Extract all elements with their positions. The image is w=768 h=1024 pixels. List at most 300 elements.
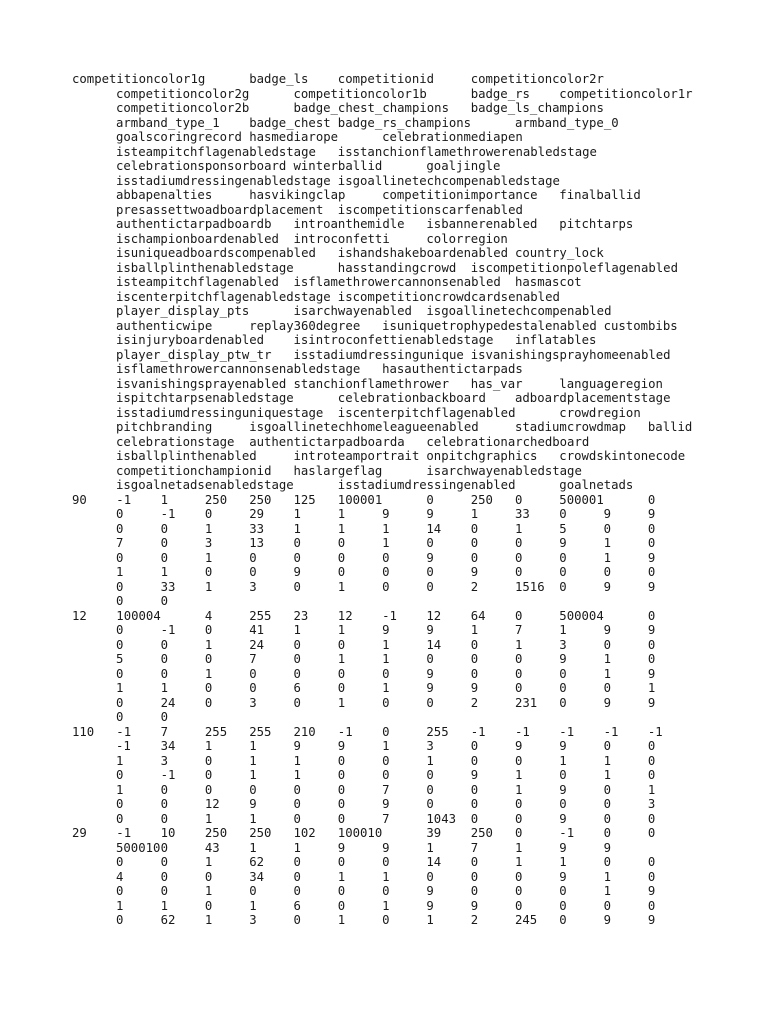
record-value: 39 bbox=[426, 826, 442, 840]
record-value: 9 bbox=[647, 884, 656, 898]
record-value: 100001 bbox=[337, 492, 383, 507]
record-value: 255 bbox=[249, 608, 272, 623]
record-value: 1 bbox=[293, 840, 301, 855]
record-value: 0 bbox=[160, 521, 168, 536]
record-value: 1 bbox=[515, 840, 523, 855]
record-value: 0 bbox=[160, 710, 168, 724]
field-name: goalscoringrecord bbox=[116, 130, 242, 144]
record-value: 1 bbox=[204, 884, 213, 898]
record-id: 12 bbox=[72, 608, 87, 623]
record-value: 0 bbox=[426, 797, 434, 811]
field-name: isstadiumdressingenabled bbox=[337, 478, 516, 492]
record-value: 0 bbox=[160, 652, 168, 666]
field-name: pitchtarps bbox=[559, 217, 634, 231]
record-value: 0 bbox=[426, 652, 434, 666]
record-value: 0 bbox=[647, 492, 656, 507]
record-value: 0 bbox=[515, 869, 523, 884]
record-value: 2 bbox=[470, 579, 479, 594]
record-value: 0 bbox=[160, 594, 168, 608]
record-value: 64 bbox=[470, 608, 486, 623]
field-name: has_var bbox=[470, 376, 523, 391]
record-line bbox=[0, 754, 768, 769]
record-value: 1 bbox=[382, 681, 390, 695]
field-name: armband_type_1 bbox=[116, 115, 220, 130]
record-value: 0 bbox=[382, 768, 390, 782]
record-value: 1 bbox=[293, 507, 301, 521]
record-value: 100010 bbox=[337, 826, 383, 840]
record-value: 231 bbox=[515, 695, 538, 710]
record-value: 0 bbox=[559, 681, 567, 695]
record-value: 1 bbox=[426, 753, 434, 768]
record-value: 0 bbox=[426, 695, 434, 710]
record-value: 0 bbox=[116, 768, 124, 782]
record-value: 0 bbox=[204, 768, 213, 782]
record-value: 0 bbox=[603, 855, 611, 869]
field-name: isflamethrowercannonsenabledstage bbox=[116, 362, 361, 376]
record-value: 24 bbox=[160, 695, 176, 710]
header-line bbox=[0, 275, 768, 290]
record-value: 0 bbox=[116, 666, 124, 681]
record-value: 29 bbox=[249, 507, 264, 521]
field-name: isvanishingsprayenabled bbox=[116, 376, 287, 391]
record-value: 0 bbox=[426, 536, 434, 550]
record-value: 0 bbox=[559, 550, 567, 565]
header-line bbox=[0, 145, 768, 160]
record-value: 0 bbox=[337, 666, 346, 681]
record-value: 0 bbox=[515, 536, 523, 550]
record-value: 9 bbox=[559, 739, 567, 753]
record-value: 1 bbox=[204, 739, 213, 753]
field-name: isstanchionflamethrowerenabledstage bbox=[337, 144, 597, 159]
record-value: 0 bbox=[470, 521, 479, 536]
field-name: player_display_ptw_tr bbox=[116, 347, 272, 362]
field-name: introconfetti bbox=[293, 231, 390, 246]
field-name: finalballid bbox=[559, 188, 641, 202]
record-value: 0 bbox=[160, 536, 168, 550]
record-value: 0 bbox=[515, 797, 523, 811]
record-value: 1 bbox=[382, 521, 390, 536]
record-value: 1 bbox=[337, 623, 346, 637]
record-value: 0 bbox=[160, 811, 168, 826]
record-value: 43 bbox=[204, 840, 220, 855]
record-value: 7 bbox=[470, 840, 479, 855]
record-value: 9 bbox=[470, 681, 479, 695]
record-value: 0 bbox=[515, 666, 523, 681]
field-name: hasauthentictarpads bbox=[382, 362, 523, 376]
field-name: isuniquetrophypedestalenabled bbox=[382, 318, 597, 333]
record-value: 0 bbox=[249, 681, 257, 695]
record-value: 0 bbox=[559, 666, 567, 681]
record-value: -1 bbox=[116, 492, 132, 507]
record-value: 250 bbox=[204, 826, 228, 840]
record-line bbox=[0, 812, 768, 827]
record-value: 0 bbox=[515, 652, 523, 666]
record-value: 2 bbox=[470, 913, 479, 927]
record-value: 0 bbox=[337, 681, 346, 695]
record-value: 500001 bbox=[559, 492, 604, 507]
record-value: 1043 bbox=[426, 811, 457, 826]
record-value: 0 bbox=[116, 811, 124, 826]
record-value: 5 bbox=[559, 521, 567, 536]
record-line bbox=[0, 638, 768, 653]
record-value: 0 bbox=[647, 753, 656, 768]
record-line bbox=[0, 783, 768, 798]
record-value: 33 bbox=[160, 579, 176, 594]
record-line bbox=[0, 667, 768, 682]
record-value: 0 bbox=[249, 884, 257, 898]
record-value: 0 bbox=[470, 811, 479, 826]
record-value: 1 bbox=[204, 550, 213, 565]
record-line bbox=[0, 522, 768, 537]
field-name: competitioncolor2g bbox=[116, 86, 250, 101]
field-name: authenticwipe bbox=[116, 318, 213, 333]
field-name: isgoallinetechcompenabled bbox=[426, 304, 612, 318]
record-value: 250 bbox=[470, 826, 493, 840]
record-value: 0 bbox=[647, 855, 656, 869]
record-value: 14 bbox=[426, 855, 442, 869]
record-line bbox=[0, 797, 768, 812]
record-value: 0 bbox=[116, 623, 124, 637]
field-name: competitioncolor1b bbox=[293, 86, 427, 101]
record-value: 1 bbox=[382, 898, 390, 913]
record-value: 1 bbox=[337, 652, 346, 666]
field-name: celebrationstage bbox=[116, 434, 235, 449]
record-value: 1 bbox=[293, 521, 301, 536]
record-value: 0 bbox=[204, 681, 213, 695]
record-value: 0 bbox=[293, 536, 301, 550]
record-value: 0 bbox=[426, 579, 434, 594]
record-value: 0 bbox=[603, 681, 611, 695]
record-value: 1 bbox=[116, 681, 124, 695]
record-value: 9 bbox=[515, 739, 523, 753]
record-value: 0 bbox=[293, 913, 301, 927]
record-value: 3 bbox=[559, 637, 567, 652]
field-name: hasvikingclap bbox=[249, 188, 346, 202]
record-value: 9 bbox=[647, 666, 656, 681]
record-value: 9 bbox=[647, 695, 656, 710]
record-value: 500004 bbox=[559, 608, 604, 623]
record-value: 1 bbox=[515, 782, 523, 797]
record-value: 9 bbox=[470, 898, 479, 913]
record-value: -1 bbox=[647, 724, 663, 739]
field-name: isintroconfettienabledstage bbox=[293, 333, 494, 347]
record-value: 0 bbox=[116, 507, 124, 521]
field-name: hasmediarope bbox=[249, 130, 339, 144]
record-value: 125 bbox=[293, 492, 316, 507]
record-value: 1 bbox=[647, 782, 656, 797]
record-value: -1 bbox=[337, 724, 353, 739]
record-value: 0 bbox=[337, 565, 346, 579]
record-value: 0 bbox=[382, 666, 390, 681]
field-name: adboardplacement bbox=[204, 202, 324, 217]
record-value: 9 bbox=[647, 579, 656, 594]
record-value: 9 bbox=[426, 898, 434, 913]
record-value: 0 bbox=[515, 681, 523, 695]
record-value: 9 bbox=[559, 811, 567, 826]
record-value: 0 bbox=[470, 637, 479, 652]
record-value: 0 bbox=[603, 826, 611, 840]
record-value: 0 bbox=[647, 652, 656, 666]
record-value: 1 bbox=[603, 652, 611, 666]
record-value: 1 bbox=[249, 753, 257, 768]
record-value: 250 bbox=[204, 492, 228, 507]
header-line bbox=[0, 87, 768, 102]
field-name: badge_ls bbox=[249, 72, 309, 86]
record-value: 1 bbox=[204, 666, 213, 681]
record-value: 0 bbox=[293, 579, 301, 594]
record-value: 1 bbox=[160, 492, 168, 507]
record-value: 9 bbox=[559, 652, 567, 666]
record-value: 9 bbox=[293, 739, 301, 753]
field-name: ispitchtarpsenabledstage bbox=[116, 391, 294, 405]
header-line bbox=[0, 420, 768, 435]
record-value: 0 bbox=[204, 652, 213, 666]
header-line bbox=[0, 101, 768, 116]
record-value: 0 bbox=[160, 666, 168, 681]
record-value: 0 bbox=[382, 565, 390, 579]
field-name: celebrationbackboard bbox=[337, 391, 486, 405]
record-value: 1 bbox=[426, 913, 434, 927]
field-name: goaljingle bbox=[426, 159, 501, 173]
record-value: 9 bbox=[382, 507, 390, 521]
header-line bbox=[0, 290, 768, 305]
record-value: 1 bbox=[249, 739, 257, 753]
record-value: 0 bbox=[116, 594, 124, 608]
field-name: presassettwo bbox=[116, 202, 205, 217]
record-value: 1 bbox=[559, 753, 567, 768]
field-name: goalnetads bbox=[559, 478, 634, 492]
record-value: 0 bbox=[426, 782, 434, 797]
field-name: player_display_pts bbox=[116, 304, 250, 318]
record-value: 1 bbox=[116, 753, 124, 768]
record-value: 9 bbox=[559, 840, 567, 855]
record-value: 0 bbox=[293, 550, 301, 565]
record-value: 0 bbox=[382, 695, 390, 710]
record-value: 9 bbox=[647, 623, 656, 637]
record-line bbox=[0, 536, 768, 551]
record-value: 0 bbox=[382, 913, 390, 927]
record-value: 1 bbox=[160, 565, 168, 579]
record-value: 10 bbox=[160, 826, 176, 840]
field-name: winterballid bbox=[293, 159, 383, 173]
record-value: 7 bbox=[515, 623, 523, 637]
record-value: 9 bbox=[603, 579, 611, 594]
record-value: 0 bbox=[559, 579, 567, 594]
field-name: stanchionflamethrower bbox=[293, 376, 449, 391]
record-value: 500010 bbox=[116, 840, 161, 855]
field-name: badge_chest_champions bbox=[293, 101, 449, 115]
record-value: 13 bbox=[249, 536, 264, 550]
record-value: -1 bbox=[116, 826, 132, 840]
record-line bbox=[0, 623, 768, 638]
record-value: 1 bbox=[603, 869, 611, 884]
record-value: 9 bbox=[603, 840, 611, 855]
record-value: 1 bbox=[249, 811, 257, 826]
field-name: isarchwayenabledstage bbox=[426, 463, 582, 478]
record-value: 34 bbox=[249, 869, 264, 884]
header-line bbox=[0, 217, 768, 232]
record-value: 1 bbox=[204, 811, 213, 826]
record-value: 0 bbox=[160, 855, 168, 869]
record-value: 1 bbox=[337, 869, 346, 884]
record-value: 9 bbox=[426, 884, 434, 898]
record-value: 0 bbox=[337, 811, 346, 826]
record-value: 0 bbox=[382, 884, 390, 898]
field-name: competitioncolor1g bbox=[72, 72, 206, 86]
record-value: 3 bbox=[647, 797, 656, 811]
record-value: 9 bbox=[647, 550, 656, 565]
record-value: 0 bbox=[204, 507, 213, 521]
record-value: 1 bbox=[515, 637, 523, 652]
record-value: 0 bbox=[337, 550, 346, 565]
record-value: 0 bbox=[559, 565, 567, 579]
header-line bbox=[0, 159, 768, 174]
record-value: 0 bbox=[647, 869, 656, 884]
record-value: 0 bbox=[337, 884, 346, 898]
record-value: 0 bbox=[160, 782, 168, 797]
field-name: isteampitchflagenabledstage bbox=[116, 144, 316, 159]
record-value: 1 bbox=[515, 521, 523, 536]
field-name: isuniqueadboardscompenabled bbox=[116, 246, 316, 260]
field-name: badge_rs_champions bbox=[337, 115, 472, 130]
record-value: 23 bbox=[293, 608, 309, 623]
record-value: 255 bbox=[249, 724, 272, 739]
record-value: 0 bbox=[470, 739, 479, 753]
field-name: crowdskintonecode bbox=[559, 449, 686, 463]
field-name: haslargeflag bbox=[293, 463, 383, 478]
record-value: 1 bbox=[249, 898, 257, 913]
record-value: 1516 bbox=[515, 579, 545, 594]
record-value: 0 bbox=[603, 521, 611, 536]
field-name: replay360degree bbox=[249, 318, 361, 333]
record-line bbox=[0, 899, 768, 914]
record-value: -1 bbox=[559, 724, 575, 739]
record-value: 0 bbox=[603, 739, 611, 753]
record-value: 4 bbox=[116, 869, 124, 884]
record-value: 2 bbox=[470, 695, 479, 710]
field-name: isgoallinetechcompenabledstage bbox=[337, 173, 560, 188]
record-line bbox=[0, 913, 768, 928]
record-line bbox=[0, 652, 768, 667]
record-value: 1 bbox=[603, 884, 611, 898]
field-name: competitioncolor2b bbox=[116, 101, 250, 115]
field-name: competitionid bbox=[337, 72, 435, 86]
record-value: 3 bbox=[249, 695, 257, 710]
record-value: 1 bbox=[515, 855, 523, 869]
record-value: 9 bbox=[470, 768, 479, 782]
record-value: 7 bbox=[382, 782, 390, 797]
record-value: 0 bbox=[116, 913, 124, 927]
record-value: 1 bbox=[116, 565, 124, 579]
field-name: badge_ls_champions bbox=[470, 101, 604, 115]
field-name: languageregion bbox=[559, 376, 663, 391]
record-value: -1 bbox=[470, 724, 486, 739]
record-value: 9 bbox=[603, 623, 611, 637]
record-value: 245 bbox=[515, 913, 538, 927]
field-name: iscompetitionpoleflagenabled bbox=[470, 260, 678, 275]
record-value: 0 bbox=[293, 652, 301, 666]
record-value: 0 bbox=[337, 768, 346, 782]
record-value: 0 bbox=[249, 782, 257, 797]
record-value: 12 bbox=[204, 797, 220, 811]
field-name: inflatables bbox=[515, 333, 597, 347]
record-line bbox=[0, 551, 768, 566]
record-value: 1 bbox=[249, 840, 257, 855]
record-value: -1 bbox=[382, 608, 397, 623]
record-value: 250 bbox=[470, 492, 493, 507]
record-value: 0 bbox=[647, 826, 656, 840]
record-line bbox=[0, 739, 768, 754]
record-value: 0 bbox=[470, 550, 479, 565]
record-value: 0 bbox=[647, 768, 656, 782]
record-value: -1 bbox=[603, 724, 619, 739]
record-value: 1 bbox=[337, 507, 346, 521]
record-value: 3 bbox=[249, 579, 257, 594]
record-value: 0 bbox=[559, 898, 567, 913]
record-value: 0 bbox=[382, 753, 390, 768]
record-value: 0 bbox=[515, 753, 523, 768]
record-value: -1 bbox=[160, 623, 176, 637]
record-value: 0 bbox=[647, 811, 656, 826]
header-line bbox=[0, 116, 768, 131]
record-value: 1 bbox=[337, 521, 346, 536]
record-value: 0 bbox=[470, 652, 479, 666]
record-value: 24 bbox=[249, 637, 264, 652]
record-value: 0 bbox=[293, 637, 301, 652]
record-value: 33 bbox=[249, 521, 264, 536]
record-value: 0 bbox=[470, 782, 479, 797]
record-value: 0 bbox=[559, 768, 567, 782]
record-id: 29 bbox=[72, 826, 87, 840]
record-value: 9 bbox=[559, 536, 567, 550]
record-value: 9 bbox=[293, 565, 301, 579]
field-name: competitioncolor2r bbox=[470, 72, 604, 86]
record-value: 0 bbox=[382, 855, 390, 869]
record-value: 1 bbox=[515, 768, 523, 782]
record-value: 0 bbox=[515, 608, 523, 623]
record-value: 9 bbox=[603, 913, 611, 927]
record-value: 0 bbox=[293, 695, 301, 710]
record-value: 0 bbox=[603, 782, 611, 797]
record-value: 0 bbox=[160, 550, 168, 565]
record-value: 0 bbox=[426, 565, 434, 579]
field-name: isteampitchflagenabled bbox=[116, 275, 279, 289]
record-value: 255 bbox=[204, 724, 228, 739]
record-value: 9 bbox=[426, 623, 434, 637]
record-id: 110 bbox=[72, 724, 95, 739]
header-line bbox=[0, 130, 768, 145]
record-value: 1 bbox=[204, 855, 213, 869]
record-value: 0 bbox=[470, 855, 479, 869]
record-value: 0 bbox=[559, 797, 567, 811]
header-line bbox=[0, 362, 768, 377]
record-value: 0 bbox=[515, 565, 523, 579]
record-value: 1 bbox=[603, 753, 611, 768]
record-value: 1 bbox=[160, 681, 168, 695]
record-value: 0 bbox=[204, 898, 213, 913]
record-value: 3 bbox=[426, 739, 434, 753]
record-value: 1 bbox=[647, 681, 656, 695]
field-name: ischampionboardenabled bbox=[116, 231, 279, 246]
record-value: 1 bbox=[559, 623, 567, 637]
record-value: 0 bbox=[337, 797, 346, 811]
record-line bbox=[0, 493, 768, 508]
record-value: 0 bbox=[426, 869, 434, 884]
record-value: 0 bbox=[603, 797, 611, 811]
record-value: 1 bbox=[204, 913, 213, 927]
field-name: isarchwayenabled bbox=[293, 304, 412, 318]
record-value: 1 bbox=[204, 579, 213, 594]
